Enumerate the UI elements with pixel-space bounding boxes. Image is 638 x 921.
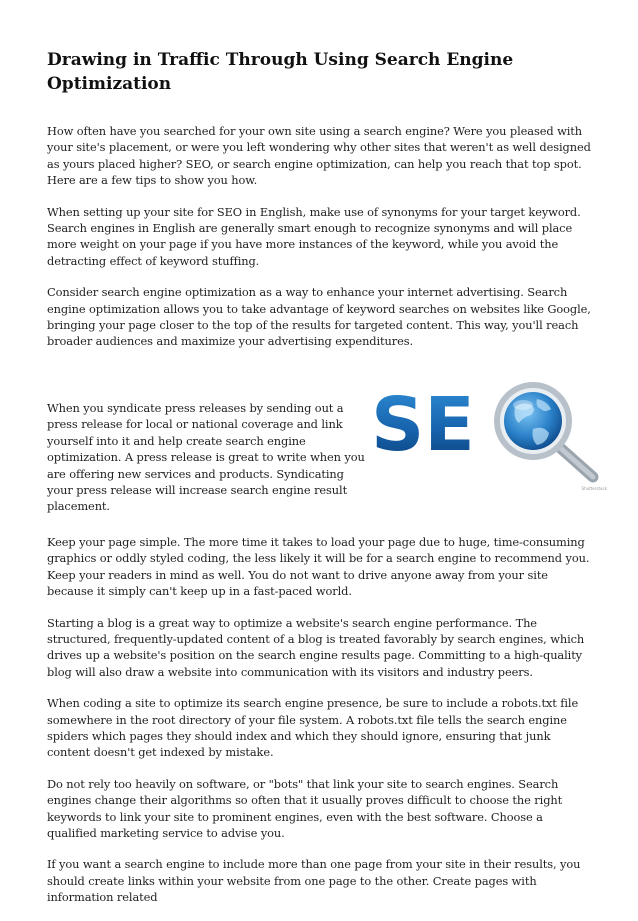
paragraph-3: Consider search engine optimization as a way to enhance your internet advertising. Search engine optimization allows you to take advantage of keyword searches on websites like Google, bringing your page closer to the top of the results for targeted content. This way, you'll reach broader audiences and maximize your advertising expenditures. — [47, 285, 591, 349]
paragraph-5: Starting a blog is a great way to optimize a website's search engine performance. The structured, frequently-updated content of a blog is treated favorably by search engines, which drives up a website's position on the search engine results page. Committing to a high-quality blog will also draw a website into communication with its visitors and industry peers. — [47, 615, 585, 679]
document-title: Drawing in Traffic Through Using Search Engine Optimization — [47, 50, 514, 94]
seo-illustration — [369, 377, 609, 489]
paragraph-press-release: When you syndicate press releases by sending out a press release for local or national coverage and link yourself into it and help create search engine optimization. A press release is great to write when you are offering new services and products. Syndicating your press release will increase search engine result placement. — [47, 400, 365, 514]
document-page — [47, 48, 607, 921]
seo-letters: SE — [371, 381, 475, 468]
paragraph-1: How often have you searched for your own site using a search engine? Were you pleased with your site's placement, or were you left wondering why other sites that weren't as well designed as yours placed higher? SEO, or search engine optimization, can help you reach that top spot. Here are a few tips to show you how. — [47, 124, 591, 188]
seo-logo-icon — [369, 377, 609, 489]
paragraph-4: Keep your page simple. The more time it takes to load your page due to huge, time-consuming graphics or oddly styled coding, the less likely it will be for a search engine to recommend you. Keep your readers in mind as well. You do not want to drive anyone away from your site because it simply can't keep up in a fast-paced world. — [47, 534, 590, 599]
press-release-section — [47, 381, 607, 526]
globe-icon — [504, 392, 562, 450]
paragraph-2: When setting up your site for SEO in English, make use of synonyms for your target keyword. Search engines in English are generally smart enough to recognize synonyms and will place more weight on your page if you have more instances of the keyword, while you avoid the detracting effect of keyword stuffing. — [47, 204, 581, 268]
image-credit: Shutterstock — [581, 485, 607, 491]
paragraph-6: When coding a site to optimize its search engine presence, be sure to include a robots.txt file somewhere in the root directory of your file system. A robots.txt file tells the search engine spiders which pages they should index and which they should ignore, ensuring that junk content doesn't get indexed by mistake. — [47, 696, 579, 760]
paragraph-7: Do not rely too heavily on software, or "bots" that link your site to search engines. Search engines change their algorithms so often that it usually proves difficult to choose the right keywords to link your site to prominent engines, even with the best software. Choose a qualified marketing service to advise you. — [47, 776, 563, 840]
paragraph-8: If you want a search engine to include more than one page from your site in their results, you should create links within your website from one page to the other. Create pages with information related — [47, 857, 581, 905]
